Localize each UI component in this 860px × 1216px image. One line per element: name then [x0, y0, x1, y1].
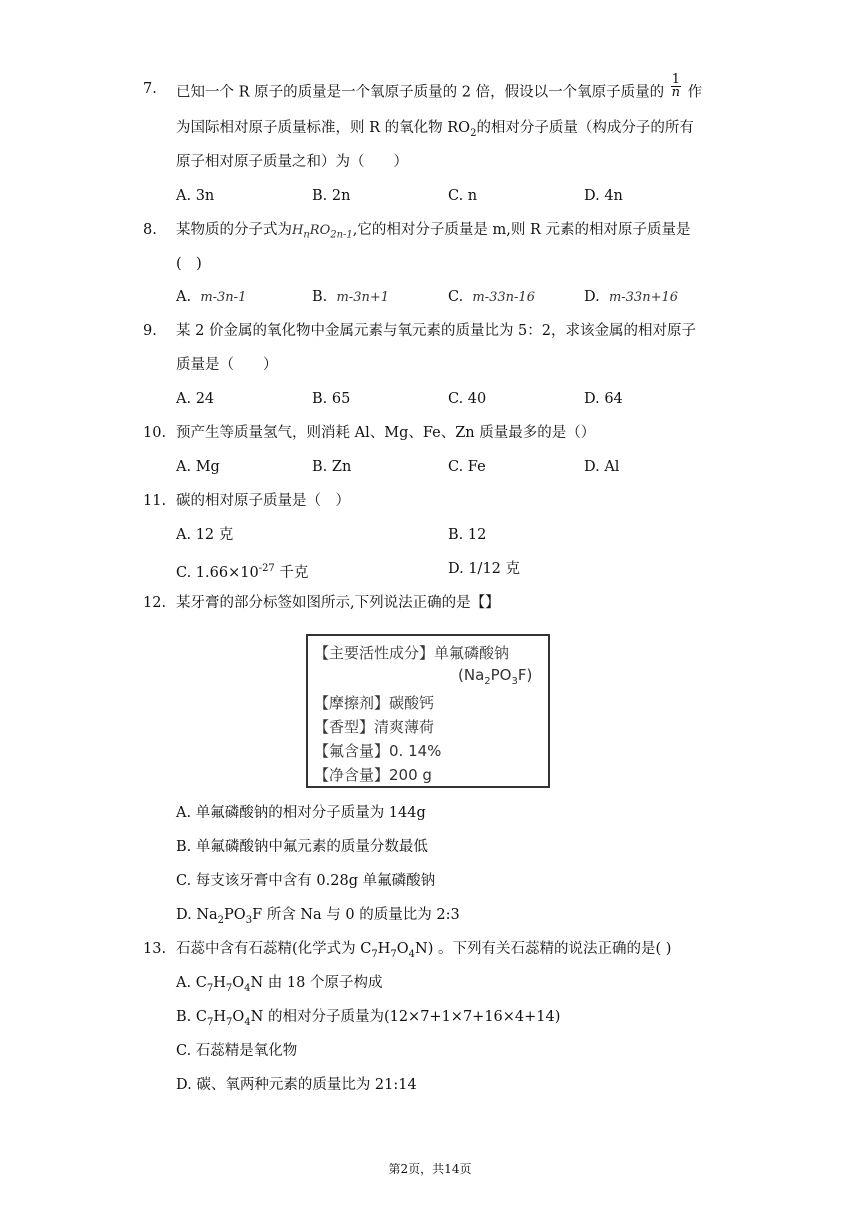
- label-flavor: 【香型】清爽薄荷: [314, 718, 435, 736]
- label-net-content: 【净含量】200 g: [314, 766, 432, 784]
- option-c[interactable]: [448, 288, 535, 307]
- option-expression: m-33n+16: [608, 290, 679, 305]
- option-c[interactable]: C. 每支该牙膏中含有 0.28g 单氟磷酸钠: [176, 873, 436, 889]
- option-c[interactable]: C. 40: [448, 391, 487, 407]
- option-b[interactable]: [312, 288, 389, 307]
- option-a[interactable]: [176, 288, 246, 307]
- question-7-line-3: 原子相对原子质量之和）为（ ）: [176, 154, 408, 170]
- question-text-part: 的相对分子质量（构成分子的所有: [476, 120, 694, 136]
- question-text-part: ,它的相对分子质量是 m,则 R 元素的相对原子质量是: [352, 222, 691, 238]
- formula-part: O: [232, 975, 245, 991]
- formula-part: H: [213, 975, 226, 991]
- label-active-ingredient: 【主要活性成分】单氟磷酸钠: [314, 644, 510, 662]
- formula-part: C: [195, 1009, 207, 1025]
- option-expression: m-33n-16: [472, 290, 535, 305]
- option-b[interactable]: B. 65: [312, 391, 351, 407]
- page-footer: 第2页，共14页: [388, 1162, 472, 1176]
- formula-part: O: [396, 941, 409, 957]
- subscript: n: [303, 229, 310, 241]
- option-b[interactable]: B. 单氟磷酸钠中氟元素的质量分数最低: [176, 839, 428, 855]
- question-text: [176, 72, 716, 105]
- subscript: 7: [206, 982, 214, 994]
- option-letter: B.: [176, 1009, 196, 1025]
- option-b[interactable]: B. 2n: [312, 188, 351, 204]
- fraction-denominator: n: [671, 85, 681, 100]
- option-d[interactable]: [176, 906, 460, 930]
- question-text-part: 为国际相对原子质量标准，则 R 的氧化物 RO: [176, 120, 471, 136]
- question-text: [176, 221, 716, 245]
- option-b[interactable]: B. Zn: [312, 459, 352, 475]
- question-number: 10.: [143, 425, 167, 441]
- subscript: 4: [244, 982, 251, 994]
- question-number: 7.: [143, 81, 157, 97]
- question-number: 9.: [143, 323, 157, 339]
- subscript: 2n-1: [330, 229, 353, 241]
- formula-hn-ro2n-1: [292, 223, 353, 241]
- question-number: 8.: [143, 222, 157, 238]
- question-text-part: N) 。下列有关石蕊精的说法正确的是( ): [415, 941, 672, 957]
- label-abrasive: 【摩擦剂】碳酸钙: [314, 694, 435, 712]
- question-text: [176, 940, 716, 964]
- option-a[interactable]: A. 24: [176, 391, 215, 407]
- option-b[interactable]: [176, 1008, 560, 1032]
- question-text: 碳的相对原子质量是（ ）: [176, 493, 350, 509]
- formula-part: PO: [490, 666, 512, 684]
- question-text-part: 某物质的分子式为: [176, 222, 292, 238]
- option-d[interactable]: D. 1/12 克: [448, 561, 520, 577]
- question-number: 12.: [143, 595, 167, 611]
- formula-part: F): [517, 666, 533, 684]
- option-text-part: C. 1.66×10: [176, 564, 259, 581]
- option-text-part: N 的相对分子质量为(12×7+1×7+16×4+14): [250, 1009, 561, 1025]
- formula-part: RO: [309, 223, 331, 238]
- question-text-part: 石蕊中含有石蕊精(化学式为 C: [176, 941, 372, 957]
- option-letter: A.: [176, 975, 196, 991]
- question-7-line-2: [176, 119, 694, 143]
- option-text-part: PO: [224, 907, 246, 923]
- option-a[interactable]: A. 12 克: [176, 527, 234, 543]
- formula-part: O: [232, 1009, 245, 1025]
- question-8-line-2: ( ): [176, 256, 202, 272]
- label-formula: [458, 666, 532, 687]
- formula-part: (Na: [458, 666, 485, 684]
- option-c[interactable]: C. n: [448, 188, 478, 204]
- question-text: 某牙膏的部分标签如图所示,下列说法正确的是【】: [176, 595, 500, 611]
- option-letter: A.: [176, 289, 192, 305]
- question-number: 13.: [143, 941, 167, 957]
- option-text-part: D. Na: [176, 907, 218, 923]
- subscript: 4: [244, 1016, 251, 1028]
- option-expression: m-3n+1: [336, 290, 390, 305]
- option-d[interactable]: D. 4n: [584, 188, 623, 204]
- subscript: 4: [408, 948, 416, 960]
- option-text-part: 千克: [274, 564, 309, 581]
- subscript: 2: [470, 127, 477, 139]
- option-c[interactable]: C. 石蕊精是氧化物: [176, 1043, 298, 1059]
- subscript: 7: [206, 1016, 214, 1028]
- option-b[interactable]: B. 12: [448, 527, 487, 543]
- option-d[interactable]: D. 64: [584, 391, 623, 407]
- formula-part: H: [377, 941, 391, 957]
- option-letter: D.: [584, 289, 600, 305]
- subscript: 7: [225, 982, 233, 994]
- option-expression: m-3n-1: [200, 290, 247, 305]
- formula-part: H: [292, 223, 304, 238]
- option-a[interactable]: A. 3n: [176, 188, 215, 204]
- option-c[interactable]: C. Fe: [448, 459, 486, 475]
- option-a[interactable]: [176, 974, 382, 998]
- subscript: 2: [484, 676, 491, 687]
- formula-part: C: [195, 975, 207, 991]
- superscript: -27: [258, 563, 275, 574]
- question-number: 11.: [143, 493, 167, 509]
- subscript: 3: [245, 914, 253, 926]
- option-letter: B.: [312, 289, 328, 305]
- question-text: 某 2 价金属的氧化物中金属元素与氧元素的质量比为 5：2，求该金属的相对原子: [176, 323, 697, 339]
- fraction-numerator: 1: [671, 72, 680, 87]
- subscript: 7: [371, 948, 378, 960]
- option-d[interactable]: D. 碳、氧两种元素的质量比为 21:14: [176, 1077, 417, 1093]
- question-text: 预产生等质量氢气，则消耗 Al、Mg、Fe、Zn 质量最多的是（）: [176, 425, 596, 441]
- question-9-line-2: 质量是（ ）: [176, 357, 278, 373]
- subscript: 3: [511, 676, 518, 687]
- subscript: 2: [217, 914, 225, 926]
- option-text-part: F 所含 Na 与 0 的质量比为 2:3: [252, 907, 460, 923]
- fraction-one-over-n: [671, 74, 681, 99]
- label-fluoride-content: 【氟含量】0. 14%: [314, 742, 442, 760]
- option-d[interactable]: D. Al: [584, 459, 620, 475]
- option-letter: C.: [448, 289, 464, 305]
- question-text-part: 作: [687, 84, 703, 101]
- option-a[interactable]: A. 单氟磷酸钠的相对分子质量为 144g: [176, 805, 426, 821]
- subscript: 7: [226, 1016, 233, 1028]
- formula-part: H: [213, 1009, 227, 1025]
- option-text-part: N 由 18 个原子构成: [250, 975, 383, 991]
- subscript: 7: [390, 948, 397, 960]
- option-c[interactable]: [176, 560, 308, 582]
- toothpaste-label-image: [306, 634, 550, 788]
- question-text-part: 已知一个 R 原子的质量是一个氧原子质量的 2 倍，假设以一个氧原子质量的: [176, 84, 665, 101]
- option-a[interactable]: A. Mg: [176, 459, 220, 475]
- option-d[interactable]: [584, 288, 678, 307]
